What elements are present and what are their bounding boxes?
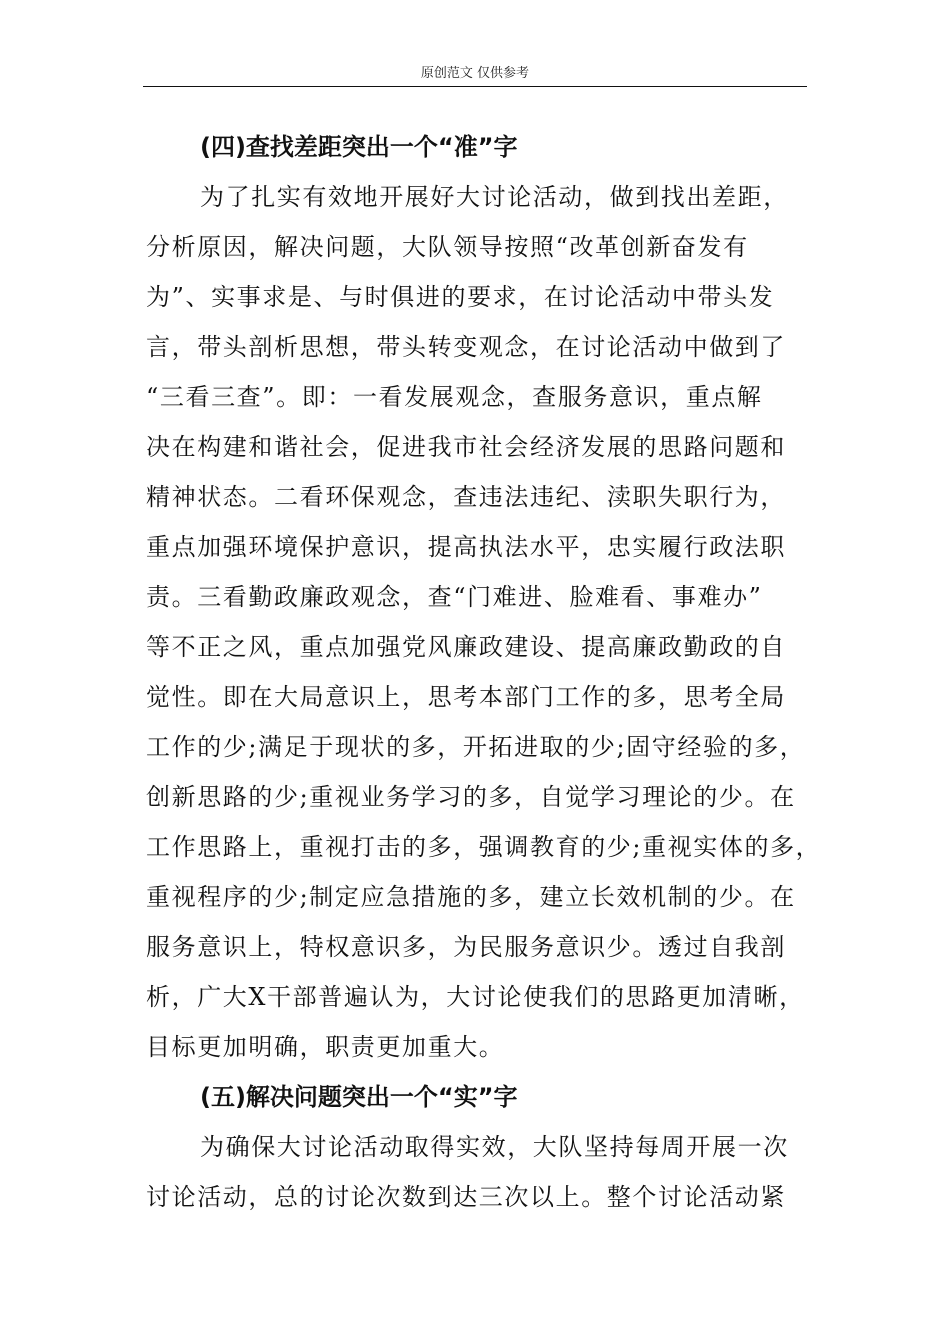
section-heading: (四)查找差距突出一个“准”字: [200, 133, 518, 161]
text-line: 服务意识上，特权意识多，为民服务意识少。透过自我剖: [146, 933, 786, 961]
header-rule: [143, 86, 807, 87]
text-line: 创新思路的少;重视业务学习的多，自觉学习理论的少。在: [146, 783, 796, 811]
text-line: 觉性。即在大局意识上，思考本部门工作的多，思考全局: [146, 683, 786, 711]
text-line: 言，带头剖析思想，带头转变观念，在讨论活动中做到了: [146, 333, 786, 361]
text-line: “三看三查”。即：一看发展观念，查服务意识，重点解: [146, 383, 763, 411]
text-line: 析，广大X干部普遍认为，大讨论使我们的思路更加清晰，: [146, 983, 805, 1011]
paragraph: [146, 1122, 808, 1222]
text-line: 等不正之风，重点加强党风廉政建设、提高廉政勤政的自: [146, 633, 786, 661]
text-line: 重点加强环境保护意识，提高执法水平，忠实履行政法职: [146, 533, 786, 561]
text-line: 为”、实事求是、与时俱进的要求，在讨论活动中带头发: [146, 283, 775, 311]
text-line: 分析原因，解决问题，大队领导按照“改革创新奋发有: [146, 233, 749, 261]
text-line: 责。三看勤政廉政观念，查“门难进、脸难看、事难办”: [146, 583, 763, 611]
page-header: 原创范文 仅供参考: [420, 66, 530, 81]
text-line: 工作的少;满足于现状的多，开拓进取的少;固守经验的多，: [146, 733, 806, 761]
text-line: 重视程序的少;制定应急措施的多，建立长效机制的少。在: [146, 883, 796, 911]
text-line: 为确保大讨论活动取得实效，大队坚持每周开展一次: [200, 1133, 789, 1161]
text-line: 目标更加明确，职责更加重大。: [146, 1033, 505, 1061]
text-line: 精神状态。二看环保观念，查违法违纪、渎职失职行为，: [146, 483, 786, 511]
text-line: 决在构建和谐社会，促进我市社会经济发展的思路问题和: [146, 433, 786, 461]
document-body: [146, 122, 822, 1222]
text-line: 讨论活动，总的讨论次数到达三次以上。整个讨论活动紧: [146, 1183, 786, 1211]
text-line: 为了扎实有效地开展好大讨论活动，做到找出差距，: [200, 183, 789, 211]
text-line: 工作思路上，重视打击的多，强调教育的少;重视实体的多，: [146, 833, 822, 861]
paragraph: [146, 172, 822, 1072]
section-heading: (五)解决问题突出一个“实”字: [200, 1083, 518, 1111]
